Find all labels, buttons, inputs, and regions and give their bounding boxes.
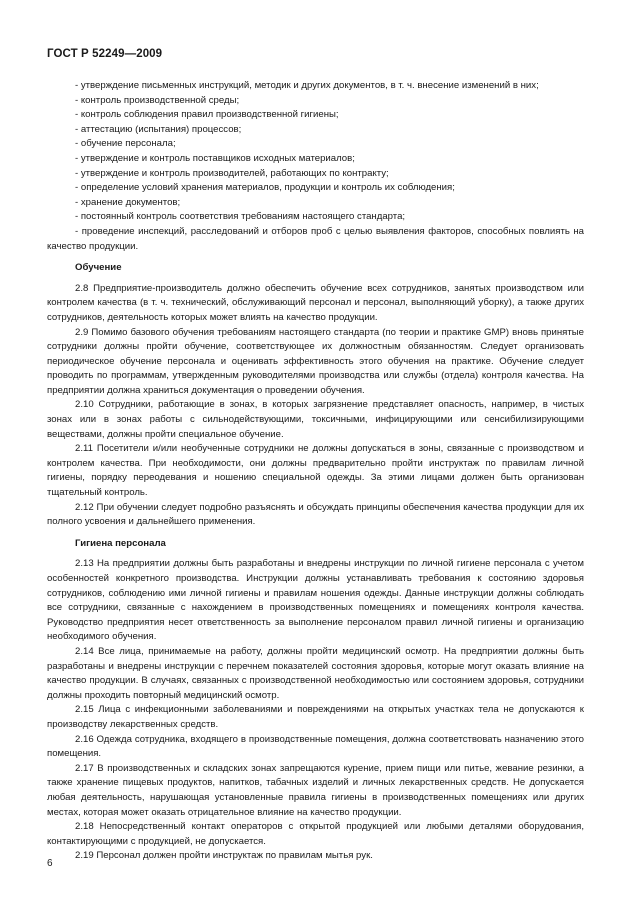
- list-item: - обучение персонала;: [75, 138, 176, 150]
- list-item: - постоянный контроль соответствия требованиям настоящего стандарта;: [75, 211, 406, 223]
- page-number: 6: [47, 858, 53, 869]
- paragraph-2-12: 2.12 При обучении следует подробно разъяснять и обсуждать принципы обеспечения качества продукции для их полного усвоения и дальнейшего применения.: [47, 501, 584, 528]
- paragraph-2-8: 2.8 Предприятие-производитель должно обеспечить обучение всех сотрудников, занятых производством или контролем качества (в т. ч. технический, обслуживающий персонал и персонал, выполняющий уборку), а также других сотрудников, деятельность которых может влиять на качество продукции.: [47, 282, 584, 323]
- paragraph-2-18: 2.18 Непосредственный контакт операторов с открытой продукцией или любыми деталями оборудования, контактирующими с продукцией, не допускается.: [47, 821, 584, 847]
- paragraph-2-11: 2.11 Посетители и/или необученные сотрудники не должны допускаться в зоны, связанные с производством и контролем качества. При необходимости, они должны предварительно пройти инструктаж по правилам личной гигиены, порядку переодевания и ношению специальной одежды. За этими лицами должен быть организован тщательный контроль.: [47, 443, 584, 499]
- list-item: - утверждение письменных инструкций, методик и других документов, в т. ч. внесение изменений в них;: [75, 80, 539, 91]
- paragraph-2-19: 2.19 Персонал должен пройти инструктаж по правилам мытья рук.: [75, 850, 373, 862]
- list-item: - определение условий хранения материалов, продукции и контроль их соблюдения;: [75, 182, 455, 194]
- paragraph-2-15: 2.15 Лица с инфекционными заболеваниями и повреждениями на открытых участках тела не допускаются к производству лекарственных средств.: [47, 704, 584, 730]
- list-item: - аттестацию (испытания) процессов;: [75, 123, 242, 135]
- list-item: - проведение инспекций, расследований и отборов проб с целью выявления факторов, способных повлиять на качество продукции.: [47, 225, 584, 252]
- paragraph-2-14: 2.14 Все лица, принимаемые на работу, должны пройти медицинский осмотр. На предприятии должны быть разработаны и внедрены инструкции с перечнем показателей состояния здоровья, которые могут оказать влияние на качество продукции. В случаях, связанных с производственной необходимостью или состоянием здоровья, сотрудники должны проходить повторный медицинский осмотр.: [47, 645, 584, 701]
- paragraph-2-16: 2.16 Одежда сотрудника, входящего в производственные помещения, должна соответствовать назначению этого помещения.: [47, 733, 584, 760]
- section-heading-hygiene: Гигиена персонала: [75, 537, 166, 549]
- list-item: - контроль соблюдения правил производственной гигиены;: [75, 109, 339, 121]
- paragraph-2-9: 2.9 Помимо базового обучения требованиям настоящего стандарта (по теории и практике GMP) вновь принятые сотрудники должны пройти обучение, соответствующее их должностным обязанностям. Следует организовать периодическое обучение персонала и оценивать эффективность этого обучения на практике. Обучение следует проводить по программам, утвержденным руководителями производства или службы (отдела) контроля качества. На предприятии должна храниться документация о проведении обучения.: [47, 326, 584, 396]
- document-header: ГОСТ Р 52249—2009: [47, 48, 163, 60]
- list-item: - хранение документов;: [75, 196, 181, 208]
- list-item: - контроль производственной среды;: [75, 94, 240, 106]
- document-body: [47, 79, 584, 864]
- paragraph-2-13: 2.13 На предприятии должны быть разработаны и внедрены инструкции по личной гигиене персонала с учетом особенностей конкретного производства. Инструкции должны устанавливать требования к состоянию здоровья сотрудников, соблюдению ими личной гигиены и правилам ношения одежды. Данные инструкции должны соблюдать все сотрудники, связанные с нахождением в производственных помещениях и помещениях контроля качества. Руководство предприятия несет ответственность за выполнение персоналом правил личной гигиены и организацию необходимого обучения.: [47, 558, 584, 643]
- paragraph-2-10: 2.10 Сотрудники, работающие в зонах, в которых загрязнение представляет опасность, например, в чистых зонах или в зонах работы с сильнодействующими, токсичными, инфицирующими или сенсибилизирующими веществами, должны пройти специальное обучение.: [47, 399, 584, 440]
- list-item: - утверждение и контроль производителей, работающих по контракту;: [75, 167, 389, 179]
- list-item: - утверждение и контроль поставщиков исходных материалов;: [75, 152, 355, 164]
- paragraph-2-17: 2.17 В производственных и складских зонах запрещаются курение, прием пищи или питье, жевание резинки, а также хранение пищевых продуктов, напитков, табачных изделий и личных лекарственных средств. Не допускается любая деятельность, нарушающая установленные правила гигиены в производственных помещениях или других местах, которая может оказать отрицательное влияние на качество продукции.: [47, 762, 584, 818]
- section-heading-training: Обучение: [75, 262, 122, 274]
